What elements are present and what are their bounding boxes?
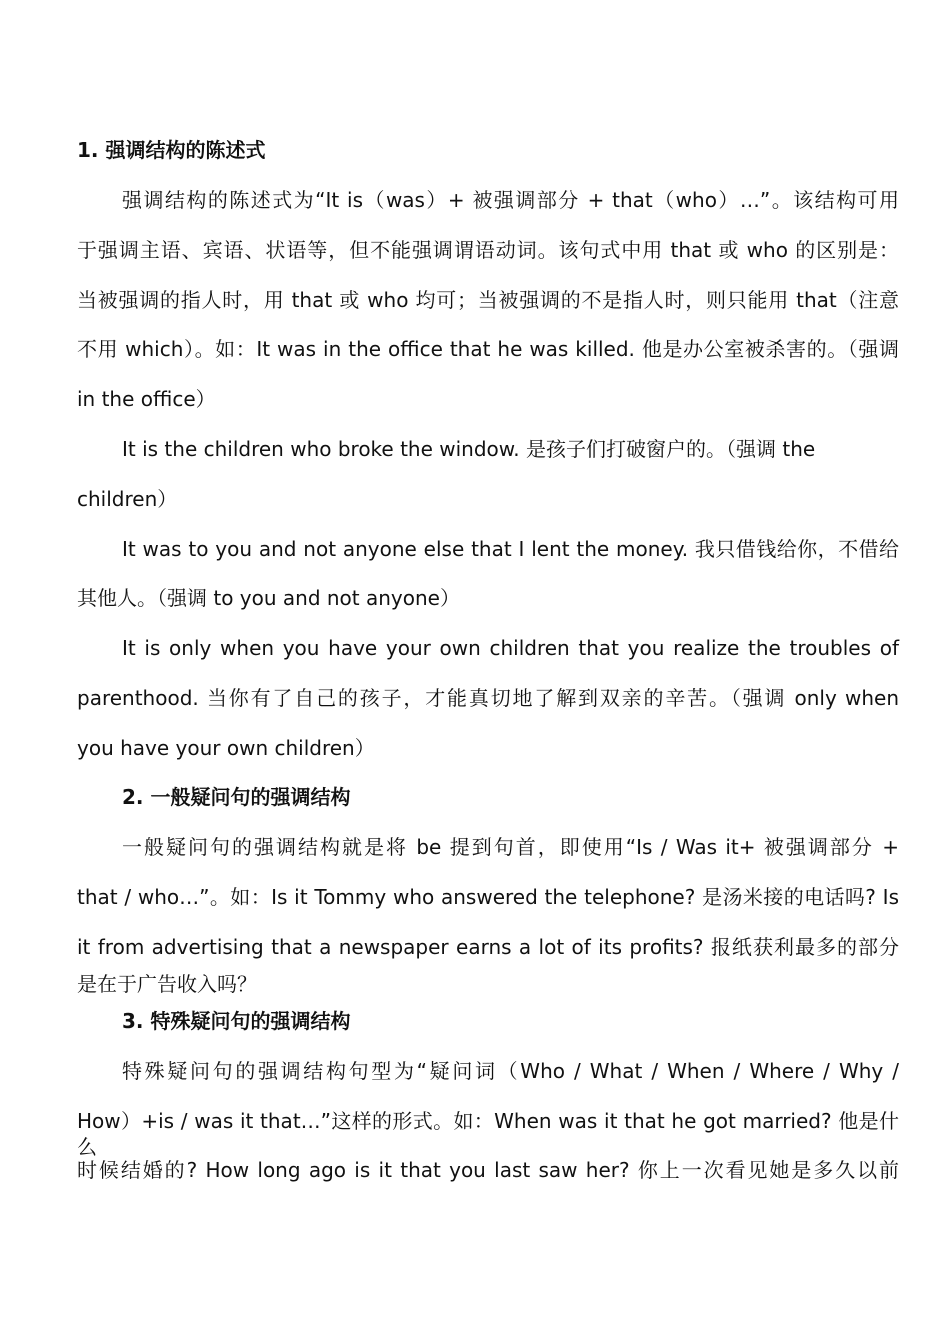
section-1-paragraph-line: in the office）	[77, 387, 216, 411]
section-1-paragraph-line: 强调结构的陈述式为“It is（was）+ 被强调部分 + that（who）…”。该结构可用	[122, 188, 899, 212]
section-3-paragraph-line: 特殊疑问句的强调结构句型为“疑问词（Who / What / When / Where / Why /	[122, 1059, 899, 1083]
section-1-paragraph-line: 于强调主语、宾语、状语等，但不能强调谓语动词。该句式中用 that 或 who 的区别是：	[77, 238, 899, 262]
example-3-line: parenthood. 当你有了自己的孩子，才能真切地了解到双亲的辛苦。（强调 only when	[77, 686, 899, 710]
section-3-heading: 3. 特殊疑问句的强调结构	[122, 1009, 351, 1033]
example-1-line: children）	[77, 487, 178, 511]
section-3-paragraph-line: 时候结婚的? How long ago is it that you last saw her? 你上一次看见她是多久以前	[77, 1158, 899, 1182]
section-2-paragraph-line: it from advertising that a newspaper earns a lot of its profits? 报纸获利最多的部分	[77, 935, 899, 959]
example-3-line: you have your own children）	[77, 736, 375, 760]
section-2-heading: 2. 一般疑问句的强调结构	[122, 785, 351, 809]
section-1-paragraph-line: 当被强调的指人时，用 that 或 who 均可；当被强调的不是指人时，则只能用 that（注意	[77, 288, 899, 312]
section-2-paragraph-line: 是在于广告收入吗？	[77, 972, 257, 996]
example-2-line: 其他人。（强调 to you and not anyone）	[77, 586, 460, 610]
section-3-paragraph-line: How）+is / was it that…”这样的形式。如：When was it that he got married? 他是什么	[77, 1109, 899, 1159]
example-2-line: It was to you and not anyone else that I lent the money. 我只借钱给你，不借给	[122, 537, 899, 561]
section-2-paragraph-line: 一般疑问句的强调结构就是将 be 提到句首，即使用“Is / Was it+ 被强调部分 +	[122, 835, 899, 859]
example-1-line: It is the children who broke the window. 是孩子们打破窗户的。（强调 the	[122, 437, 816, 461]
example-3-line: It is only when you have your own children that you realize the troubles of	[122, 636, 899, 660]
section-1-heading: 1. 强调结构的陈述式	[77, 138, 266, 162]
section-2-paragraph-line: that / who…”。如：Is it Tommy who answered the telephone? 是汤米接的电话吗? Is	[77, 885, 899, 909]
section-1-paragraph-line: 不用 which）。如：It was in the office that he was killed. 他是办公室被杀害的。（强调	[77, 337, 899, 361]
